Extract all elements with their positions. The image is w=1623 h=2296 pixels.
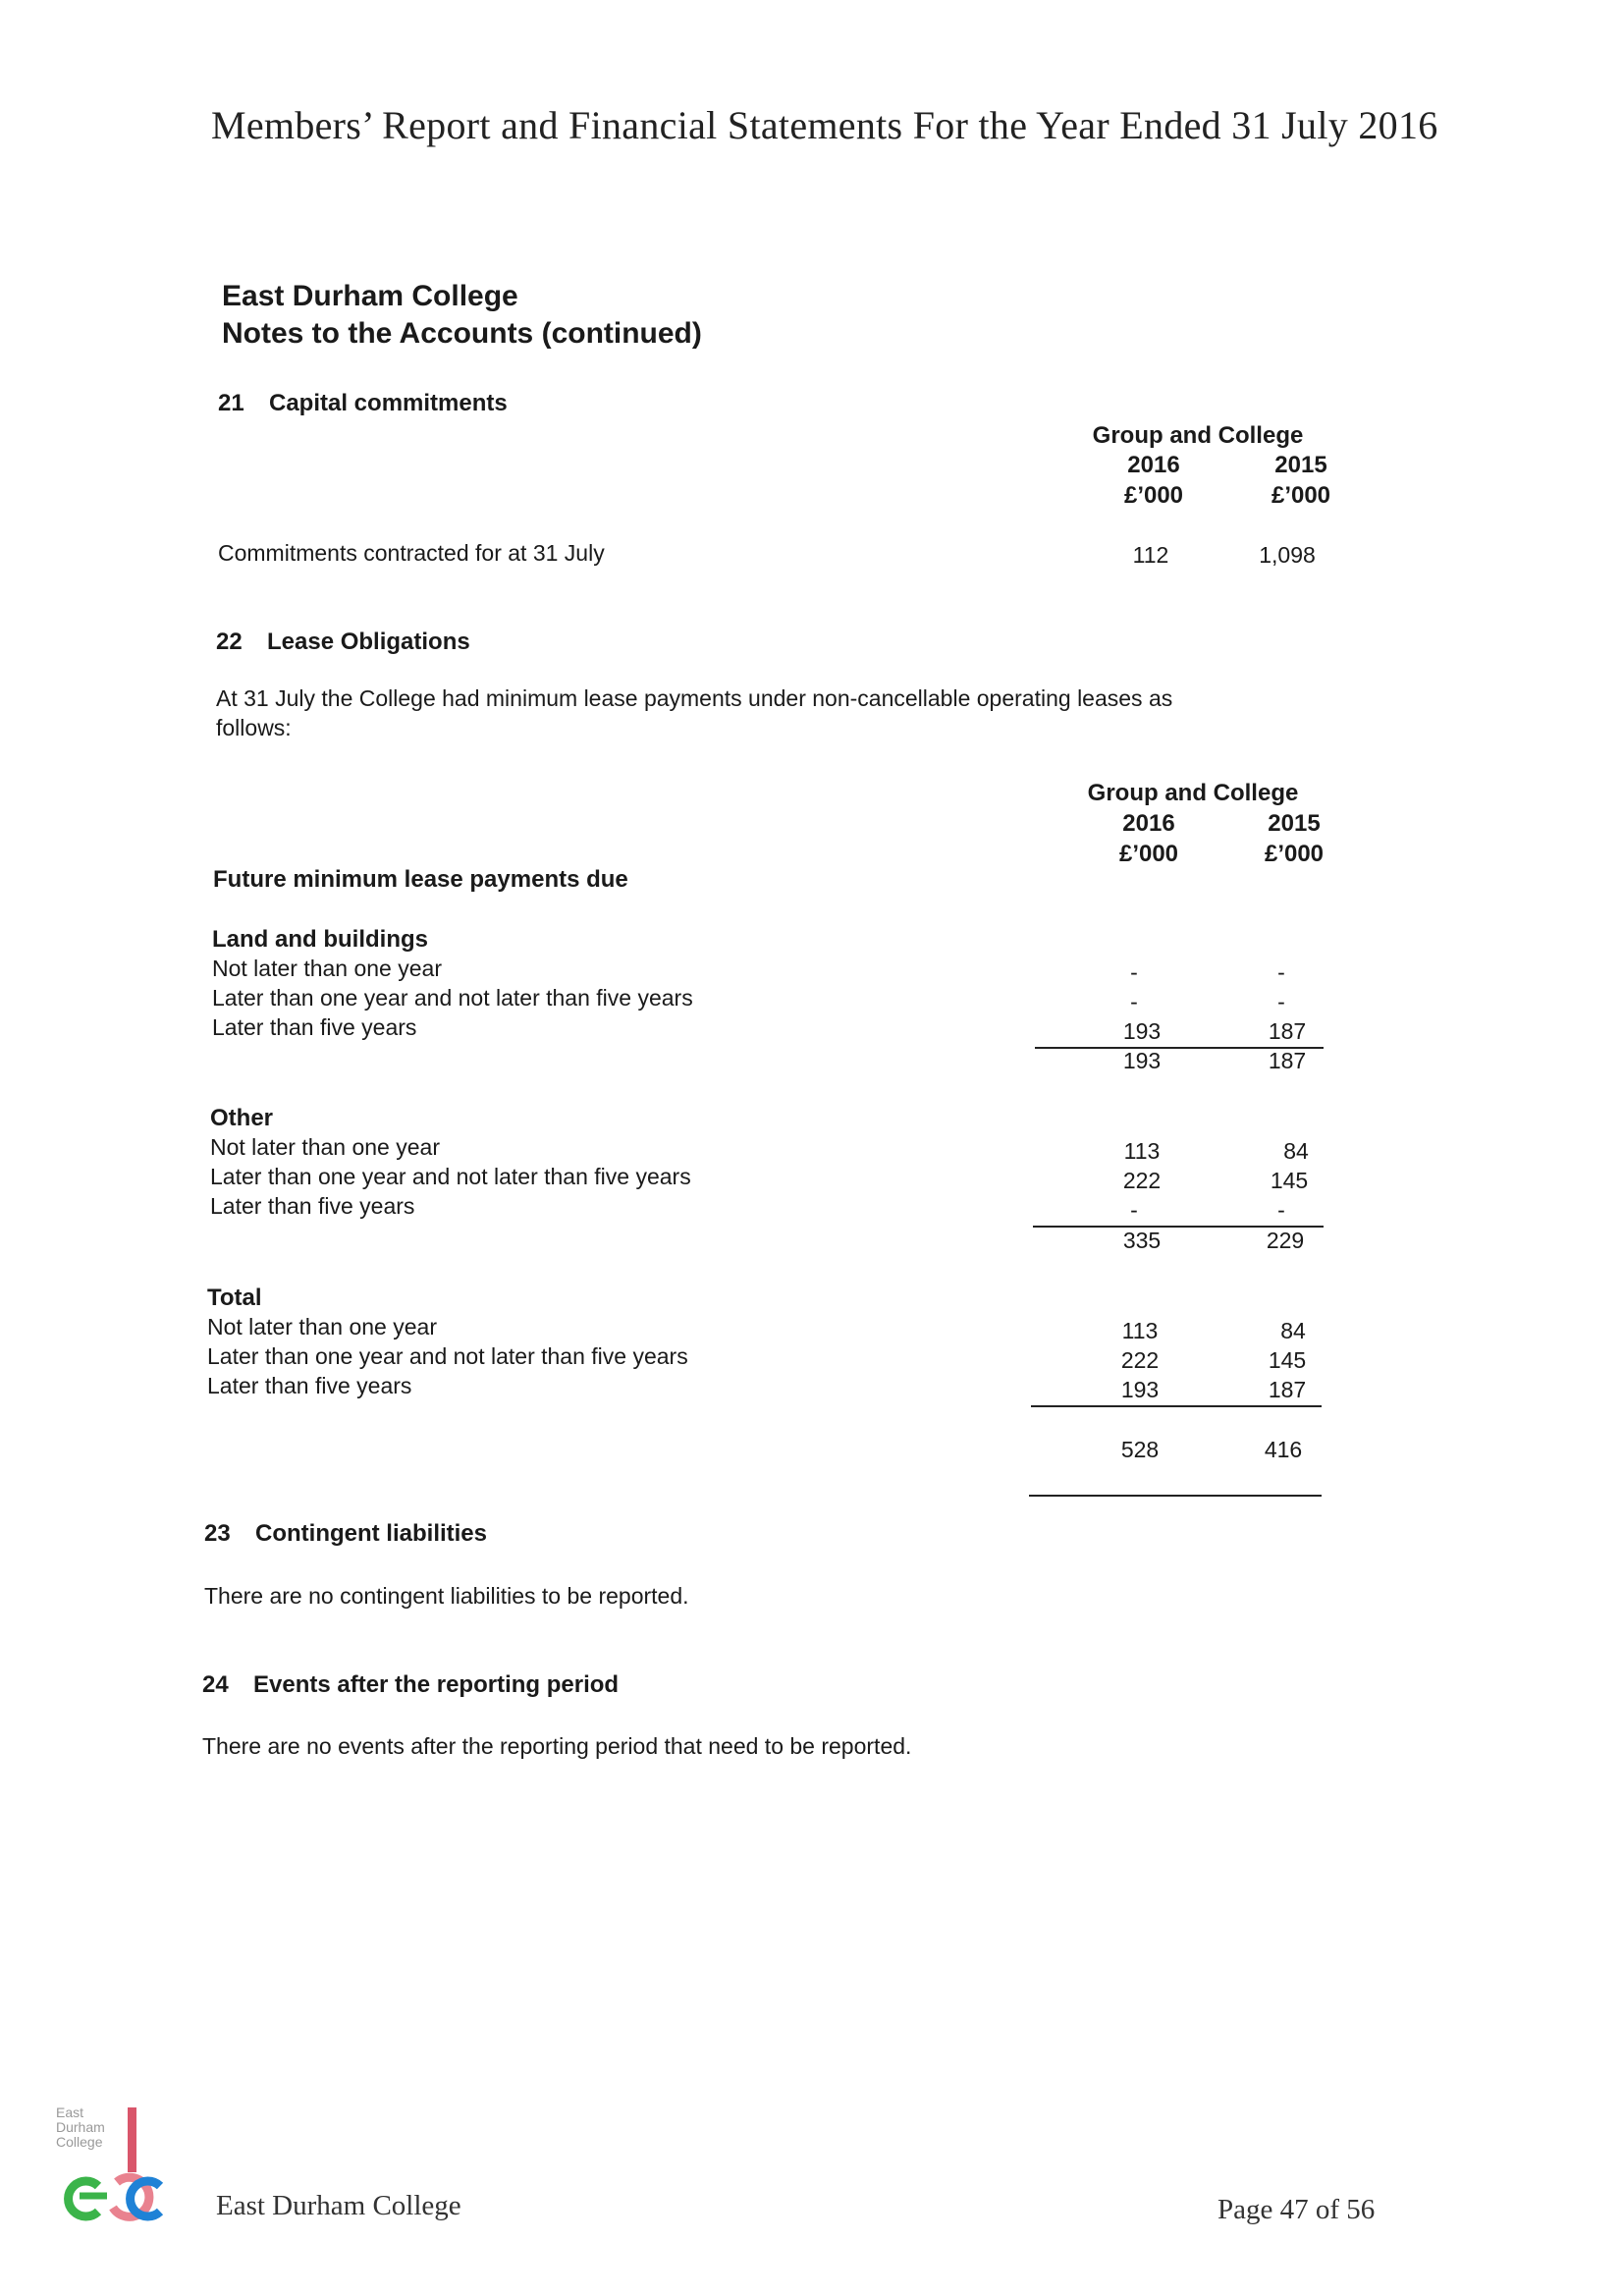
total-title: Total bbox=[207, 1285, 262, 1311]
note-title: Contingent liabilities bbox=[255, 1520, 488, 1547]
contingent-text: There are no contingent liabilities to be reported. bbox=[204, 1583, 689, 1609]
total-row-label: Later than one year and not later than five years bbox=[207, 1343, 688, 1369]
other-row-2015: 145 bbox=[1270, 1168, 1309, 1193]
land-title: Land and buildings bbox=[212, 926, 428, 953]
total-row-2016: 222 bbox=[1120, 1347, 1160, 1373]
col-unit-current: £’000 bbox=[1123, 482, 1184, 509]
notes-title: Notes to the Accounts (continued) bbox=[222, 317, 702, 350]
other-row-2016: 222 bbox=[1122, 1168, 1162, 1193]
land-row-2015: 187 bbox=[1268, 1018, 1307, 1044]
land-row-2016: - bbox=[1130, 989, 1138, 1014]
events-text: There are no events after the reporting period that need to be reported. bbox=[202, 1733, 912, 1759]
land-row-2016: - bbox=[1130, 959, 1138, 985]
total-row-label: Not later than one year bbox=[207, 1314, 437, 1339]
commitments-2016: 112 bbox=[1132, 542, 1169, 568]
total-row-2015: 84 bbox=[1280, 1318, 1306, 1343]
col-unit-prior: £’000 bbox=[1264, 841, 1325, 867]
other-total-2015: 229 bbox=[1266, 1228, 1305, 1253]
col-group-label: Group and College bbox=[1092, 422, 1304, 449]
subtotal-rule bbox=[1031, 1405, 1322, 1407]
land-row-2016: 193 bbox=[1122, 1018, 1162, 1044]
land-row-label: Later than five years bbox=[212, 1014, 417, 1040]
other-row-2015: 84 bbox=[1283, 1138, 1309, 1164]
note-number: 24 bbox=[202, 1671, 229, 1698]
edc-logo-icon bbox=[54, 2105, 172, 2223]
land-row-label: Not later than one year bbox=[212, 956, 442, 981]
org-name: East Durham College bbox=[222, 280, 518, 312]
note-22-heading bbox=[216, 629, 470, 656]
grand-total-2015: 416 bbox=[1264, 1437, 1303, 1462]
footer-org-name: East Durham College bbox=[216, 2190, 461, 2221]
other-total-2016: 335 bbox=[1122, 1228, 1162, 1253]
note-23-heading bbox=[204, 1520, 487, 1548]
total-row-2015: 145 bbox=[1268, 1347, 1307, 1373]
note-title: Events after the reporting period bbox=[253, 1671, 620, 1698]
other-row-2015: - bbox=[1277, 1197, 1285, 1223]
lease-intro-line: At 31 July the College had minimum lease payments under non-cancellable operating leases as bbox=[216, 685, 1173, 711]
col-year-current: 2016 bbox=[1127, 452, 1180, 478]
other-row-label: Later than five years bbox=[210, 1193, 415, 1219]
col-year-current: 2016 bbox=[1122, 810, 1175, 837]
other-row-label: Later than one year and not later than five years bbox=[210, 1164, 691, 1189]
logo-text-line: Durham bbox=[56, 2119, 105, 2135]
other-row-2016: 113 bbox=[1123, 1138, 1161, 1164]
col-year-prior: 2015 bbox=[1274, 452, 1327, 478]
logo-text-line: College bbox=[56, 2134, 103, 2150]
land-total-2015: 187 bbox=[1268, 1048, 1307, 1073]
col-group-label: Group and College bbox=[1087, 780, 1299, 806]
lease-intro-line: follows: bbox=[216, 715, 292, 740]
lease-intro bbox=[216, 683, 1172, 742]
col-unit-prior: £’000 bbox=[1271, 482, 1331, 509]
note-title: Lease Obligations bbox=[267, 629, 470, 655]
total-row-2016: 113 bbox=[1121, 1318, 1159, 1343]
commitments-label: Commitments contracted for at 31 July bbox=[218, 540, 605, 566]
logo-text-line: East bbox=[56, 2105, 84, 2120]
land-row-2015: - bbox=[1277, 959, 1285, 985]
college-logo bbox=[54, 2105, 172, 2223]
total-rule bbox=[1029, 1495, 1322, 1497]
other-row-2016: - bbox=[1130, 1197, 1138, 1223]
total-row-2016: 193 bbox=[1120, 1377, 1160, 1402]
commitments-2015: 1,098 bbox=[1259, 542, 1316, 568]
note-24-heading bbox=[202, 1671, 619, 1699]
note-number: 22 bbox=[216, 629, 243, 655]
total-row-2015: 187 bbox=[1268, 1377, 1307, 1402]
land-row-label: Later than one year and not later than five years bbox=[212, 985, 693, 1011]
note-number: 23 bbox=[204, 1520, 231, 1547]
land-row-2015: - bbox=[1277, 989, 1285, 1014]
col-year-prior: 2015 bbox=[1268, 810, 1321, 837]
other-title: Other bbox=[210, 1105, 274, 1131]
due-label: Future minimum lease payments due bbox=[213, 866, 628, 893]
other-row-label: Not later than one year bbox=[210, 1134, 440, 1160]
page-number: Page 47 of 56 bbox=[1217, 2194, 1376, 2225]
note-number: 21 bbox=[218, 390, 244, 416]
total-row-label: Later than five years bbox=[207, 1373, 412, 1398]
note-title: Capital commitments bbox=[269, 390, 508, 416]
grand-total-2016: 528 bbox=[1120, 1437, 1160, 1462]
land-total-2016: 193 bbox=[1122, 1048, 1162, 1073]
note-21-heading bbox=[218, 390, 508, 417]
report-title: Members’ Report and Financial Statements For the Year Ended 31 July 2016 bbox=[211, 103, 1438, 147]
col-unit-current: £’000 bbox=[1118, 841, 1179, 867]
org-title-block bbox=[222, 278, 702, 353]
